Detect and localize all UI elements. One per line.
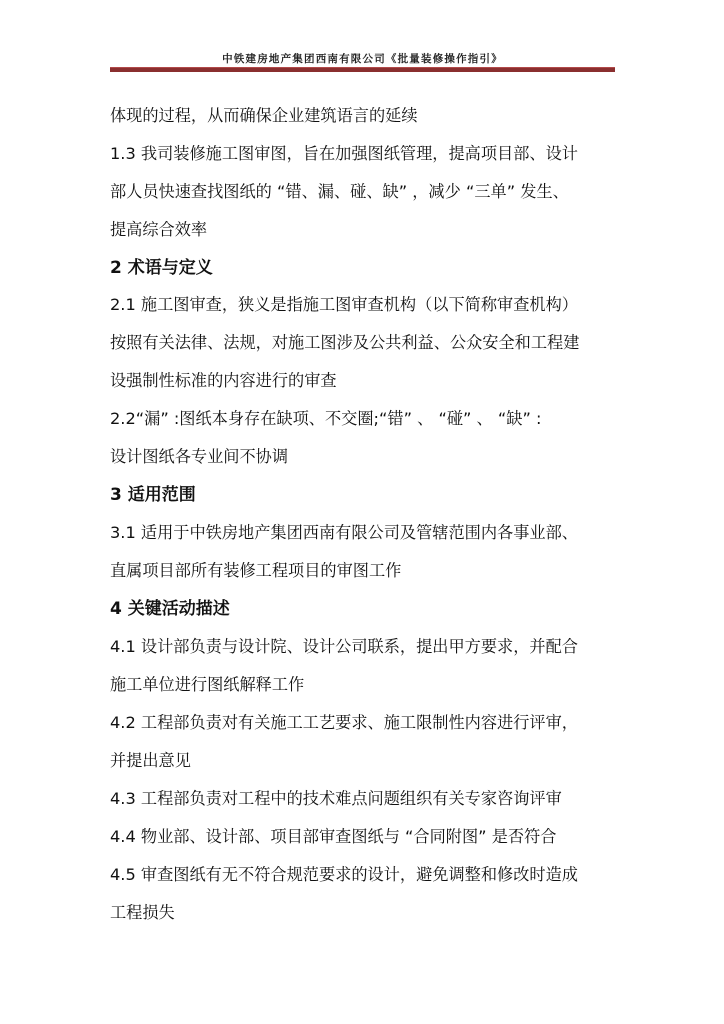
section-heading: 4 关键活动描述 xyxy=(110,599,230,619)
body-line: 按照有关法律、法规，对施工图涉及公共利益、公众安全和工程建 xyxy=(110,333,580,352)
section-heading: 2 术语与定义 xyxy=(110,258,213,278)
body-line: 部人员快速查找图纸的 “错、漏、碰、缺” ，减少 “三单” 发生、 xyxy=(110,182,569,201)
body-line: 1.3 我司装修施工图审图，旨在加强图纸管理，提高项目部、设计 xyxy=(110,144,578,163)
body-line: 设强制性标准的内容进行的审查 xyxy=(110,371,337,390)
body-line: 并提出意见 xyxy=(110,751,191,770)
body-line: 直属项目部所有装修工程项目的审图工作 xyxy=(110,561,402,580)
body-line: 设计图纸各专业间不协调 xyxy=(110,447,289,466)
body-line: 4.4 物业部、设计部、项目部审查图纸与 “合同附图” 是否符合 xyxy=(110,827,557,846)
body-line: 4.3 工程部负责对工程中的技术难点问题组织有关专家咨询评审 xyxy=(110,789,562,808)
body-line: 提高综合效率 xyxy=(110,220,208,239)
body-line: 施工单位进行图纸解释工作 xyxy=(110,675,305,694)
body-line: 4.1 设计部负责与设计院、设计公司联系，提出甲方要求，并配合 xyxy=(110,637,578,656)
body-line: 4.2 工程部负责对有关施工工艺要求、施工限制性内容进行评审， xyxy=(110,713,578,732)
body-line: 2.2“漏” :图纸本身存在缺项、不交圈;“错” 、 “碰” 、 “缺” : xyxy=(110,409,542,428)
header-divider xyxy=(110,67,615,72)
body-line: 3.1 适用于中铁房地产集团西南有限公司及管辖范围内各事业部、 xyxy=(110,523,578,542)
body-line: 2.1 施工图审查，狭义是指施工图审查机构（以下简称审查机构） xyxy=(110,295,578,314)
body-line: 体现的过程，从而确保企业建筑语言的延续 xyxy=(110,106,418,125)
section-heading: 3 适用范围 xyxy=(110,485,196,505)
body-line: 4.5 审查图纸有无不符合规范要求的设计，避免调整和修改时造成 xyxy=(110,865,578,884)
body-line: 工程损失 xyxy=(110,903,175,922)
running-header: 中铁建房地产集团西南有限公司《批量装修操作指引》 xyxy=(222,53,503,65)
